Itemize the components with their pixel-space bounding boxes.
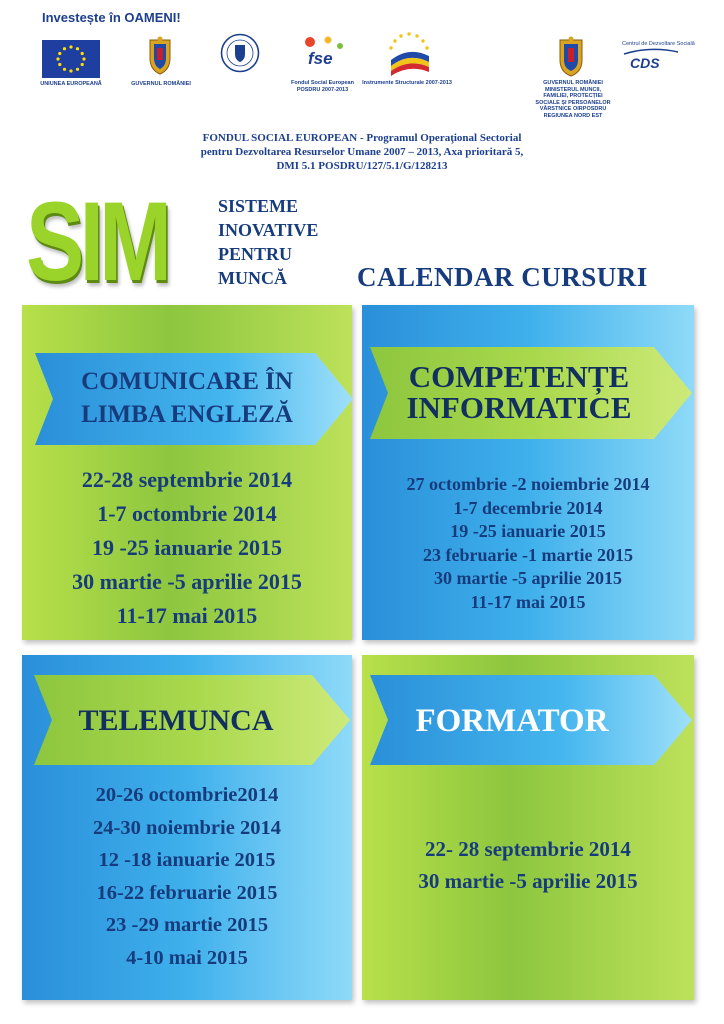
date-item: 12 -18 ianuarie 2015 [98,849,276,871]
instrumente-caption: Instrumente Structurale 2007-2013 [362,80,452,86]
gov-caption: GUVERNUL ROMÂNIEI [131,81,191,87]
instrumente-structurale-logo [385,30,433,76]
romania-coat-of-arms-icon [146,36,174,76]
sim-acronym: SIM [26,179,168,304]
eu-flag-icon [42,40,100,78]
course-title-line-1: COMPETENȚE [408,359,630,394]
fse-logo [300,34,346,74]
course-dates-informatice [362,473,694,614]
course-title-formator: FORMATOR [415,703,609,739]
date-item: 1-7 decembrie 2014 [453,497,603,518]
course-title-informatice [374,361,664,423]
date-item: 22-28 septembrie 2014 [81,467,293,492]
date-item: 4-10 mai 2015 [126,946,248,969]
date-item: 30 martie -5 aprilie 2015 [434,568,622,588]
date-item: 16-22 februarie 2015 [96,881,278,904]
ministry-caption: GUVERNUL ROMÂNIEI MINISTERUL MUNCII, FAMILIEI, PROTECȚIEI SOCIALE ȘI PERSOANELOR VÂRSTNICE OIRPOSDRU REGIUNEA NORD EST [535,80,611,119]
sim-expansion [218,194,318,290]
date-item: 11-17 mai 2015 [470,591,586,612]
romania-seal-icon [220,33,260,73]
course-title-telemunca: TELEMUNCA [78,704,274,737]
date-item: 23 februarie -1 martie 2015 [423,544,633,565]
course-panel-formator [362,655,694,1000]
course-title-line-1: COMUNICARE ÎN [81,368,293,395]
course-title-line-2: LIMBA ENGLEZĂ [81,401,293,428]
date-item: 19 -25 ianuarie 2015 [91,535,283,560]
course-title-engleza [42,365,332,431]
course-dates-engleza [22,463,352,633]
svg-text:fse: fse [308,49,333,68]
svg-text:Centrul de Dezvoltare Socială: Centrul de Dezvoltare Socială [622,41,695,47]
date-item: 11-17 mai 2015 [116,603,258,628]
course-dates-telemunca [22,779,352,974]
date-item: 20-26 octombrie2014 [95,784,279,806]
course-dates-formator [362,833,694,897]
programme-line-3: DMI 5.1 POSDRU/127/5.1/G/128213 [276,160,448,172]
svg-text:CDS: CDS [630,55,660,71]
date-item: 19 -25 ianuarie 2015 [450,521,606,541]
date-item: 30 martie -5 aprilie 2015 [418,869,638,893]
course-panel-telemunca [22,655,352,1000]
sim-line-4: MUNCĂ [218,268,287,288]
date-item: 30 martie -5 aprilie 2015 [72,569,302,594]
sim-line-1: SISTEME [218,196,299,216]
course-panel-engleza [22,305,352,640]
date-item: 1-7 octombrie 2014 [97,501,277,526]
date-item: 27 octombrie -2 noiembrie 2014 [406,474,650,494]
cds-logo [620,38,695,72]
date-item: 22- 28 septembrie 2014 [425,837,631,861]
date-item: 23 -29 martie 2015 [105,914,269,936]
course-panel-informatice [362,305,694,640]
course-title-line-2: INFORMATICE [406,390,632,425]
sim-line-3: PENTRU [218,244,293,264]
calendar-title: CALENDAR CURSURI [357,262,648,292]
fse-caption: Fondul Social European POSDRU 2007-2013 [291,80,354,93]
programme-line-1: FONDUL SOCIAL EUROPEAN - Programul Operaţional Sectorial [202,132,522,144]
programme-info [60,131,664,173]
ministry-coat-of-arms-icon [556,36,586,78]
slogan: Investește în OAMENI! [42,10,181,25]
sim-line-2: INOVATIVE [218,220,319,240]
eu-caption: UNIUNEA EUROPEANĂ [40,81,102,87]
programme-line-2: pentru Dezvoltarea Resurselor Umane 2007 – 2013, Axa prioritară 5, [200,146,524,158]
date-item: 24-30 noiembrie 2014 [93,816,281,839]
